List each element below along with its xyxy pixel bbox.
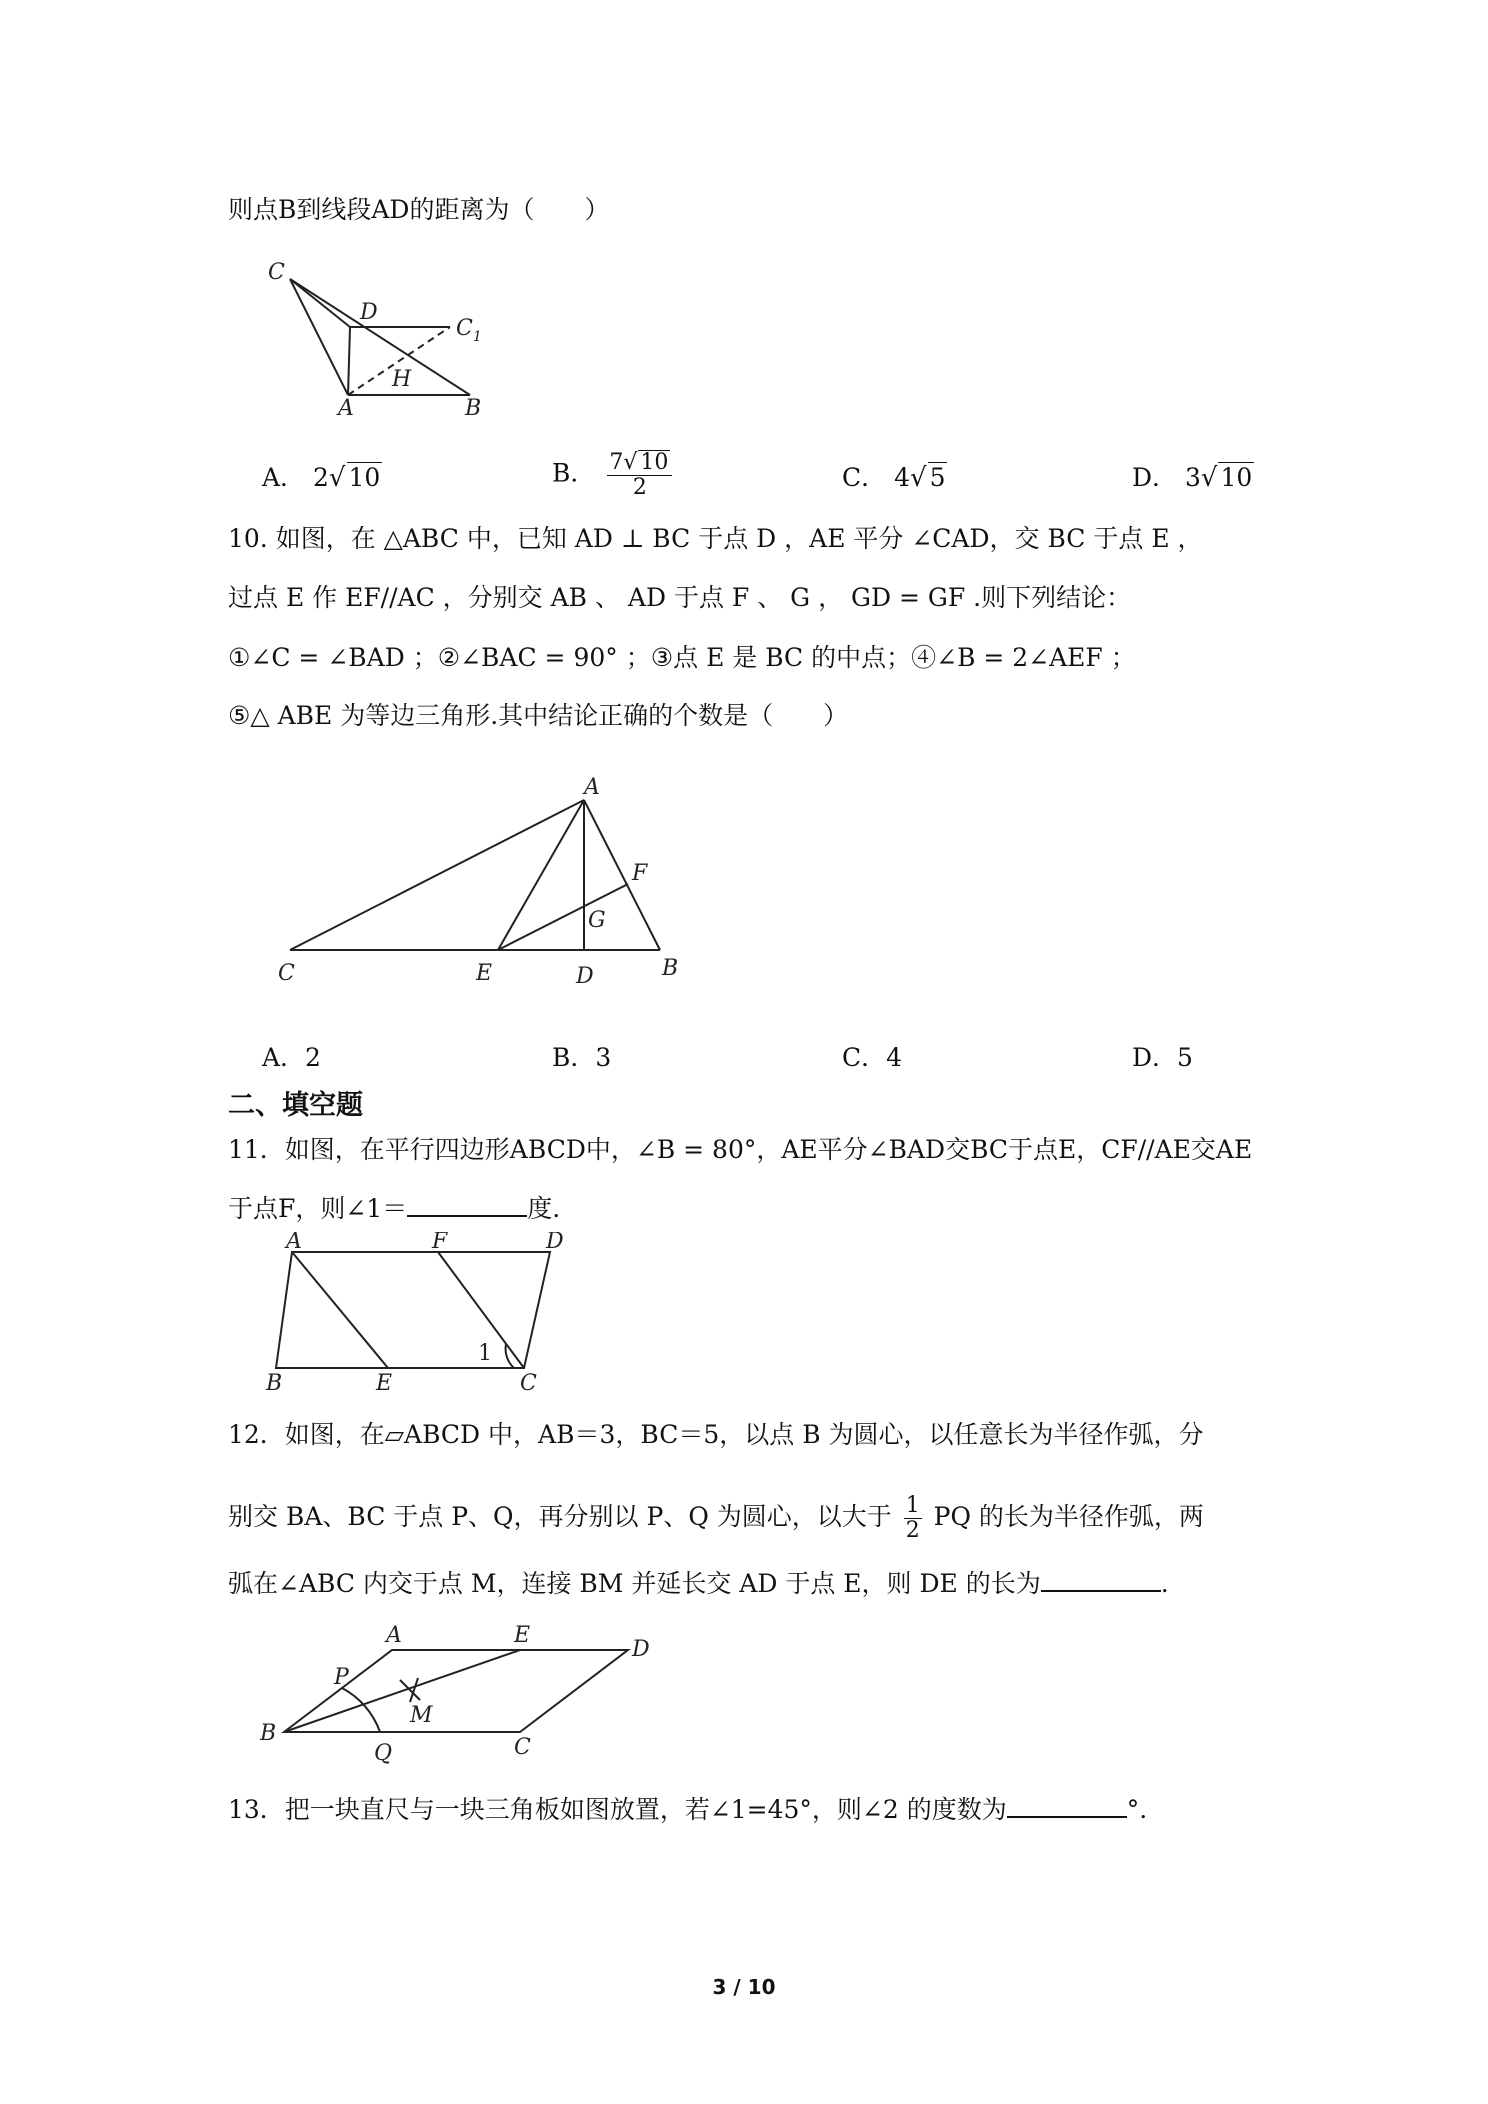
q10-label-C: C xyxy=(278,961,295,986)
q11-label-B: B xyxy=(266,1371,283,1392)
q10-label-D: D xyxy=(576,964,594,989)
q12-line3: 弧在∠ABC 内交于点 M，连接 BM 并延长交 AD 于点 E，则 DE 的长为 . xyxy=(228,1569,1169,1598)
q11-figure xyxy=(260,1232,580,1392)
q11-line1: 11．如图，在平行四边形ABCD中，∠B = 80°，AE平分∠BAD交BC于点E，CF//AE交AE xyxy=(228,1135,1253,1164)
section-title-fill-in: 二、填空题 xyxy=(228,1090,363,1121)
q13-line: 13．把一块直尺与一块三角板如图放置，若∠1=45°，则∠2 的度数为 °. xyxy=(228,1795,1148,1824)
q10-label-G: G xyxy=(588,908,606,933)
q10-option-a[interactable]: A．2 xyxy=(262,1043,321,1072)
q9-option-b[interactable]: B． $\frac{7√ 10}{2}$ xyxy=(552,450,676,500)
q9-option-c[interactable]: C． 4√ 5 xyxy=(842,463,946,493)
q10-figure xyxy=(270,770,710,990)
q12-fraction-half: $\frac{1}{2}$ xyxy=(905,1493,920,1543)
q11-label-F: F xyxy=(432,1232,448,1254)
q9-stem: 则点B到线段AD的距离为（ ） xyxy=(228,195,610,224)
q12-label-B: B xyxy=(260,1721,277,1746)
q9-label-D: D xyxy=(360,300,378,325)
q11-label-E: E xyxy=(376,1371,393,1392)
q11-label-D: D xyxy=(546,1232,564,1254)
q10-option-c[interactable]: C．4 xyxy=(842,1043,903,1072)
q11-answer-blank[interactable] xyxy=(407,1193,527,1217)
q9-option-b-fraction: $\frac{7√ 10}{2}$ xyxy=(607,450,672,500)
q10-label-E: E xyxy=(476,961,493,986)
q12-label-C: C xyxy=(514,1735,531,1760)
q9-label-C1: $C_1$ xyxy=(456,316,482,345)
q9-seg-CB xyxy=(290,279,470,395)
q9-seg-CD xyxy=(290,279,350,327)
q12-parallelogram xyxy=(284,1650,628,1732)
q12-label-P: P xyxy=(334,1665,349,1690)
q10-label-B: B xyxy=(662,956,679,981)
q10-line2: 过点 E 作 EF//AC ，分别交 AB 、 AD 于点 F 、 G ， GD = GF .则下列结论： xyxy=(228,583,1132,612)
q9-label-H: H xyxy=(392,367,412,392)
q11-parallelogram xyxy=(276,1252,550,1368)
q10-label-F: F xyxy=(632,861,648,886)
q11-seg-AE xyxy=(292,1252,388,1368)
q11-label-C: C xyxy=(520,1371,537,1392)
q9-option-d[interactable]: D． 3√ 10 xyxy=(1132,463,1253,493)
q10-option-d[interactable]: D．5 xyxy=(1132,1043,1193,1072)
q12-seg-BE xyxy=(284,1650,520,1732)
q9-label-B: B xyxy=(465,396,482,415)
q9-figure xyxy=(260,255,520,415)
q10-option-b[interactable]: B．3 xyxy=(552,1043,612,1072)
q12-label-E: E xyxy=(514,1623,531,1648)
q9-option-a[interactable]: A． 2√ 10 xyxy=(262,463,381,493)
q12-line1: 12．如图，在▱ABCD 中，AB＝3，BC＝5，以点 B 为圆心，以任意长为半径作弧，分 xyxy=(228,1420,1204,1449)
q12-label-M: M xyxy=(410,1703,433,1728)
q12-label-Q: Q xyxy=(374,1741,393,1766)
q11-label-A: A xyxy=(286,1232,302,1254)
q12-figure xyxy=(250,1608,670,1768)
q12-label-A: A xyxy=(386,1623,402,1648)
q11-line2: 于点F，则∠1＝ 度. xyxy=(228,1194,561,1223)
q10-line4: ⑤△ ABE 为等边三角形.其中结论正确的个数是（ ） xyxy=(228,701,849,730)
q9-seg-CA xyxy=(290,279,348,395)
q12-label-D: D xyxy=(632,1637,650,1662)
q10-label-A: A xyxy=(584,775,600,800)
page-number: 3 / 10 xyxy=(712,1975,776,1999)
q9-seg-DA xyxy=(348,327,350,395)
q12-line2: 别交 BA、BC 于点 P、Q，再分别以 P、Q 为圆心，以大于 $\frac{1}{2}$ PQ 的长为半径作弧，两 xyxy=(228,1493,1204,1543)
q10-line1: 10. 如图，在 △ABC 中，已知 AD ⊥ BC 于点 D ，AE 平分 ∠CAD，交 BC 于点 E ， xyxy=(228,524,1203,553)
q9-label-A: A xyxy=(338,396,354,415)
q9-label-C: C xyxy=(268,260,285,285)
q13-answer-blank[interactable] xyxy=(1007,1794,1127,1818)
q12-answer-blank[interactable] xyxy=(1041,1568,1161,1592)
q11-label-1: 1 xyxy=(478,1341,492,1366)
q10-line3: ①∠C = ∠BAD ；②∠BAC = 90° ；③点 E 是 BC 的中点；④∠B = 2∠AEF ； xyxy=(228,643,1136,672)
